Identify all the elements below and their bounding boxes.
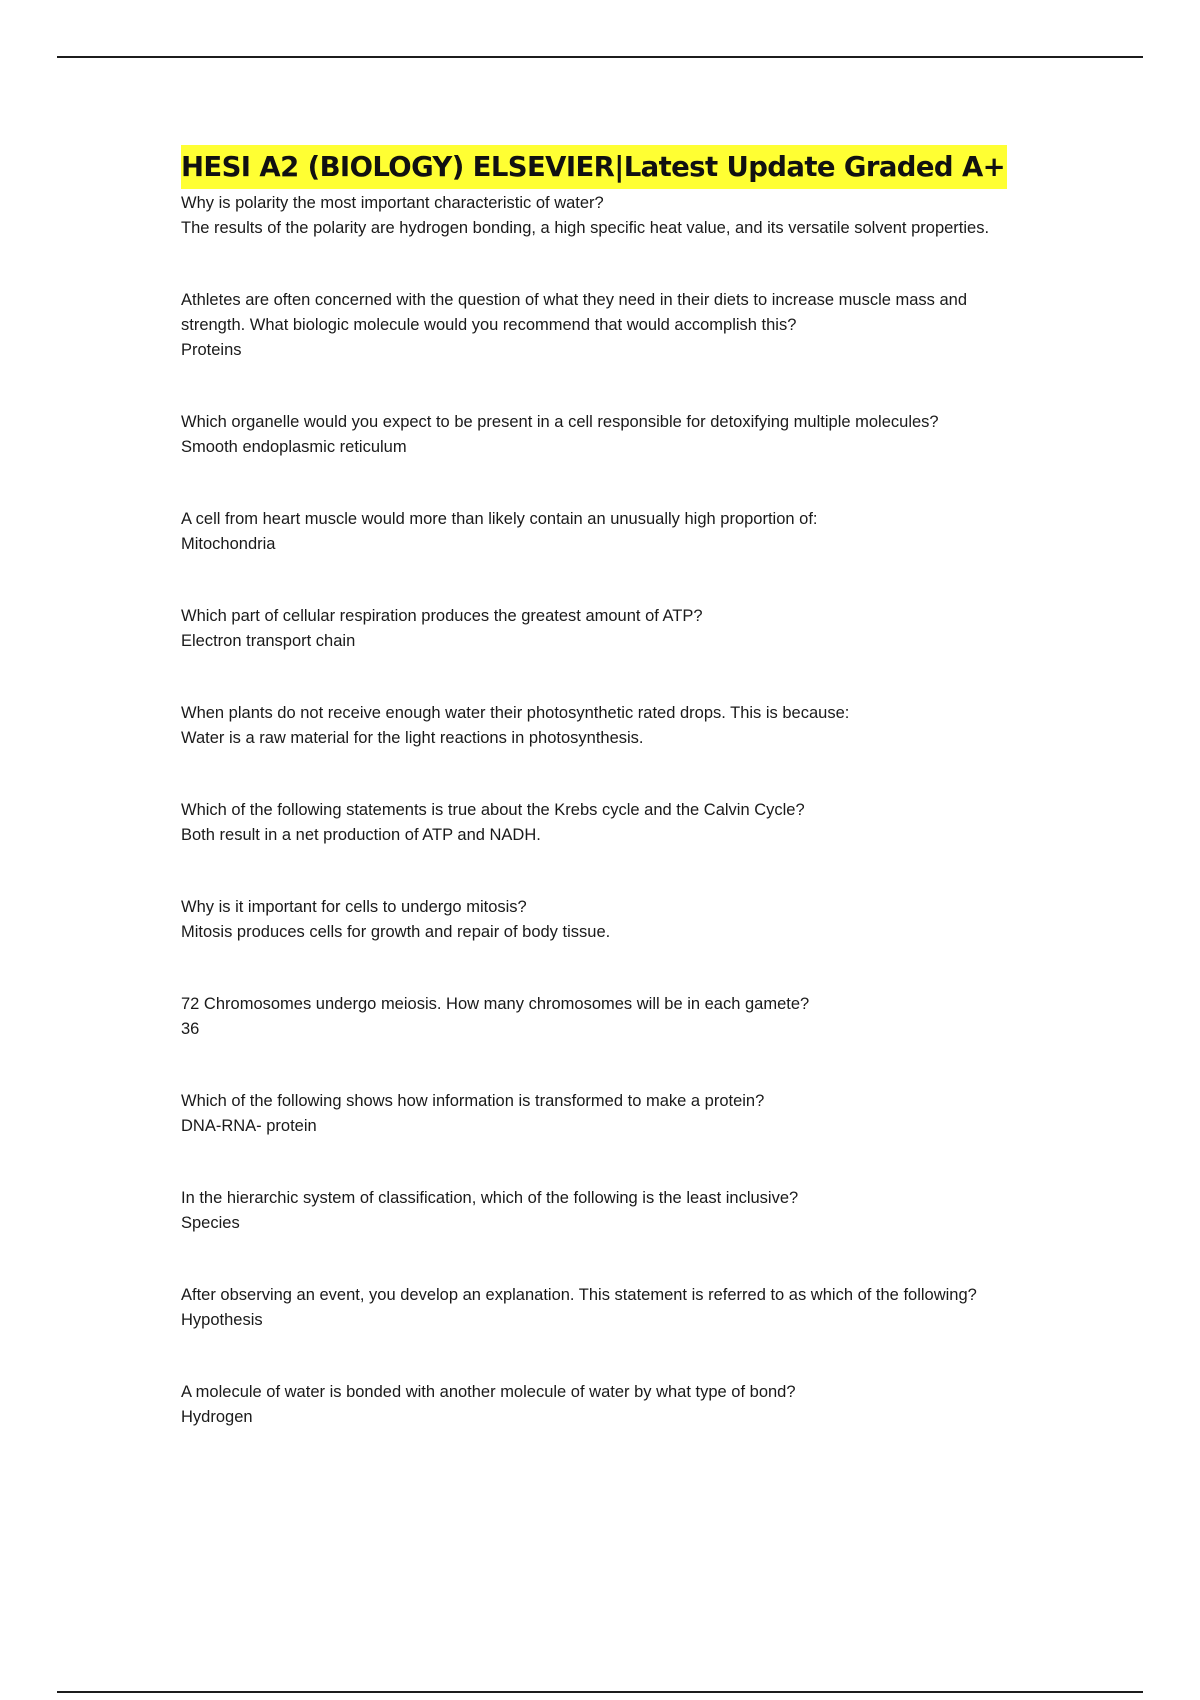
answer-text: Proteins: [181, 341, 242, 359]
document-title: HESI A2 (BIOLOGY) ELSEVIER|Latest Update Graded A+: [181, 145, 1007, 189]
qa-item: [181, 1283, 1021, 1333]
question-text: When plants do not receive enough water their photosynthetic rated drops. This is because:: [181, 704, 850, 722]
question-text: Why is it important for cells to undergo mitosis?: [181, 898, 527, 916]
answer-text: Electron transport chain: [181, 632, 356, 650]
answer-text: Mitochondria: [181, 535, 276, 553]
answer-text: The results of the polarity are hydrogen bonding, a high specific heat value, and its versatile solvent properties.: [181, 219, 990, 237]
answer-text: DNA-RNA- protein: [181, 1117, 317, 1135]
qa-item: [181, 895, 1021, 945]
qa-item: [181, 191, 1021, 241]
qa-item: [181, 1089, 1021, 1139]
qa-item: [181, 507, 1021, 557]
qa-item: [181, 604, 1021, 654]
question-text: A molecule of water is bonded with another molecule of water by what type of bond?: [181, 1383, 796, 1401]
page-bottom-rule: [57, 1691, 1143, 1693]
qa-item: [181, 410, 1021, 460]
question-text: After observing an event, you develop an explanation. This statement is referred to as which of the following?: [181, 1286, 977, 1304]
answer-text: 36: [181, 1020, 200, 1038]
qa-item: [181, 288, 1021, 363]
answer-text: Hydrogen: [181, 1408, 253, 1426]
answer-text: Mitosis produces cells for growth and repair of body tissue.: [181, 923, 611, 941]
answer-text: Smooth endoplasmic reticulum: [181, 438, 407, 456]
question-text: 72 Chromosomes undergo meiosis. How many chromosomes will be in each gamete?: [181, 995, 810, 1013]
question-text: Why is polarity the most important characteristic of water?: [181, 194, 604, 212]
answer-text: Hypothesis: [181, 1311, 263, 1329]
question-text: Which part of cellular respiration produces the greatest amount of ATP?: [181, 607, 703, 625]
page-top-rule: [57, 56, 1143, 58]
document-body: [181, 145, 1021, 1430]
question-text: In the hierarchic system of classification, which of the following is the least inclusive?: [181, 1189, 799, 1207]
qa-item: [181, 992, 1021, 1042]
qa-item: [181, 1380, 1021, 1430]
answer-text: Species: [181, 1214, 240, 1232]
qa-item: [181, 798, 1021, 848]
qa-item: [181, 1186, 1021, 1236]
answer-text: Both result in a net production of ATP and NADH.: [181, 826, 541, 844]
question-text: Which organelle would you expect to be present in a cell responsible for detoxifying multiple molecules?: [181, 413, 939, 431]
qa-item: [181, 701, 1021, 751]
question-text: A cell from heart muscle would more than likely contain an unusually high proportion of:: [181, 510, 818, 528]
answer-text: Water is a raw material for the light reactions in photosynthesis.: [181, 729, 644, 747]
question-text: Which of the following shows how information is transformed to make a protein?: [181, 1092, 765, 1110]
question-text: Athletes are often concerned with the question of what they need in their diets to increase muscle mass and strength. What biologic molecule would you recommend that would accomplish this?: [181, 291, 968, 334]
question-text: Which of the following statements is true about the Krebs cycle and the Calvin Cycle?: [181, 801, 805, 819]
